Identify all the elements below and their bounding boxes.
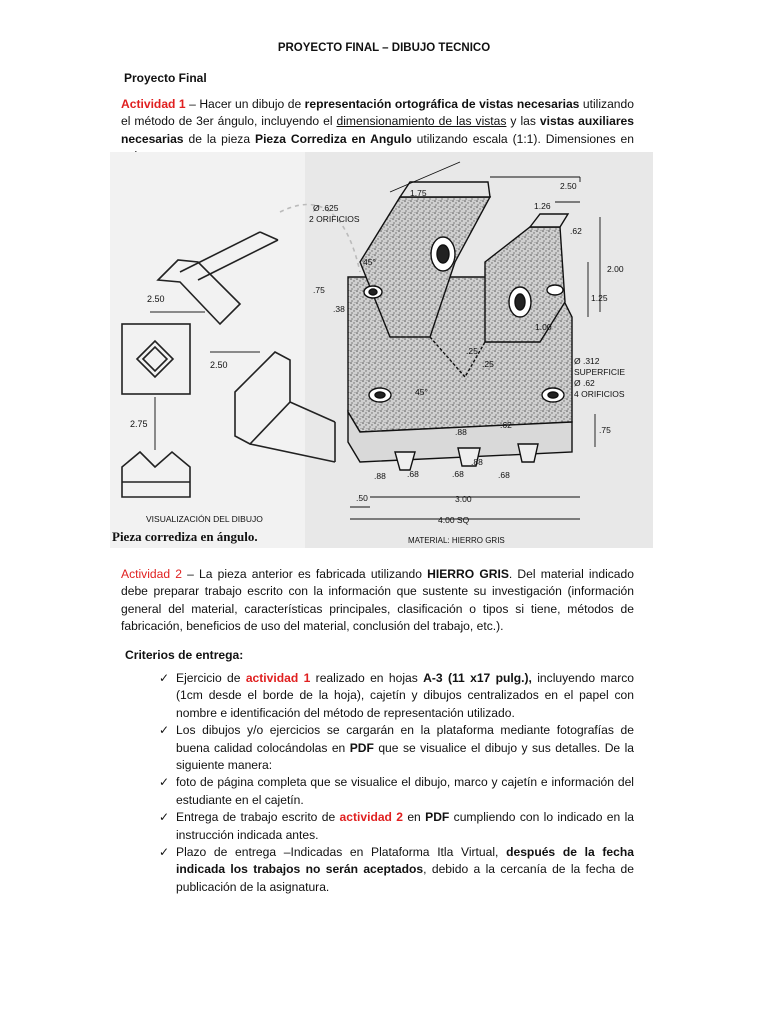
dim-bottom-68-c: .68 (498, 470, 510, 480)
technical-drawing-figure (110, 152, 653, 548)
list-item (159, 844, 634, 896)
dim-250: 2.50 (560, 181, 577, 191)
dim-left-250a: 2.50 (147, 294, 165, 304)
text-run-bold: PDF (425, 810, 450, 825)
dim-62-mid: .62 (500, 420, 512, 430)
text-run: Entrega de trabajo escrito de (176, 810, 340, 825)
dim-bottom-400: 4.00 SQ (438, 515, 470, 525)
dim-200: 2.00 (607, 264, 624, 274)
dim-25-b: .25 (482, 359, 494, 369)
dim-bottom-88-a: .88 (374, 471, 386, 481)
text-run: de la pieza (183, 131, 255, 146)
dim-bottom-68-a: .68 (407, 469, 419, 479)
dim-312: Ø .312 (574, 356, 600, 366)
dim-superficie: SUPERFICIE (574, 367, 626, 377)
dim-126: 1.26 (534, 201, 551, 211)
text-run: Plazo de entrega –Indicadas en Plataforma Itla Virtual, (176, 845, 507, 860)
text-run: cumpliendo con lo indicado en la instrucción indicada antes. (176, 810, 634, 842)
text-run: realizado en hojas (310, 671, 424, 685)
actividad-2-paragraph (121, 566, 634, 636)
text-run: Los dibujos y/o ejercicios se cargarán en la plataforma mediante fotografías de buena calidad colocándolas en (176, 723, 634, 755)
text-run-bold: Pieza Corrediza en Angulo (255, 131, 412, 146)
dim-bottom-50: .50 (356, 493, 368, 503)
text-run: que se visualice el dibujo y sus detalles. De la siguiente manera: (176, 740, 634, 773)
text-run: incluyendo marco (1cm desde el borde de la hoja), cajetín y dibujos centralizados en el papel con nombre e identificación del método de representación utilizado. (176, 671, 634, 720)
actividad-2-label: Actividad 2 (121, 567, 182, 581)
dim-25-a: .25 (466, 346, 478, 356)
dim-100: 1.00 (535, 322, 552, 332)
dim-left-275: 2.75 (130, 419, 148, 429)
dim-45-a: 45° (363, 257, 376, 267)
text-run: y las (506, 114, 540, 129)
list-item (159, 670, 634, 722)
text-run-bold: PDF (349, 740, 374, 755)
document-subtitle: Proyecto Final (124, 71, 207, 85)
checkmark-icon: ✓ (159, 845, 170, 860)
checkmark-icon: ✓ (159, 810, 170, 825)
dim-75-b: .75 (599, 425, 611, 435)
text-run: utilizando el método de 3er ángulo, incluyendo el (121, 97, 634, 129)
dim-bottom-68-b: .68 (452, 469, 464, 479)
dim-175: 1.75 (410, 188, 427, 198)
text-run: – La pieza anterior es fabricada utilizando (181, 567, 428, 581)
part-name-caption: Pieza corrediza en ángulo. (112, 529, 258, 544)
dim-2-orificios: 2 ORIFICIOS (309, 214, 360, 224)
text-run: Ejercicio de (176, 671, 246, 685)
dim-38: .38 (333, 304, 345, 314)
left-caption: VISUALIZACIÓN DEL DIBUJO (146, 514, 263, 524)
text-run: , debido a la cercanía de la fecha de publicación de la asignatura. (176, 862, 634, 894)
criterios-list (159, 670, 634, 896)
dim-left-250b: 2.50 (210, 360, 228, 370)
text-run-red: actividad 1 (245, 671, 311, 685)
dim-45-b: 45° (415, 387, 428, 397)
text-run-bold: después de la fecha indicada los trabajos no serán aceptados (176, 845, 634, 877)
dim-62-top: .62 (570, 226, 582, 236)
text-run: . Del material indicado debe preparar trabajo escrito con la información que sustente su investigación (información general del material, características principales, clasificación o tipos si tiene, métodos de fabricación, beneficios de uso del material, conclusión del trabajo, etc.). (121, 567, 634, 634)
dim-4-orificios: 4 ORIFICIOS (574, 389, 625, 399)
checkmark-icon: ✓ (159, 775, 170, 790)
document-title: PROYECTO FINAL – DIBUJO TECNICO (277, 42, 491, 54)
text-run-bold: A-3 (11 x17 pulg.), (423, 671, 532, 685)
dim-88: .88 (455, 427, 467, 437)
text-run: – Hacer un dibujo de (185, 97, 305, 111)
text-run: foto de página completa que se visualice el dibujo, marco y cajetín e información del estudiante en el cajetín. (176, 775, 634, 807)
text-run: utilizando escala (1:1). Dimensiones en (416, 131, 634, 146)
dim-bottom-300: 3.00 (455, 494, 472, 504)
checkmark-icon: ✓ (159, 671, 170, 685)
text-run-bold: HIERRO GRIS (427, 567, 509, 581)
dim-bottom-88-b: .88 (471, 457, 483, 467)
checkmark-icon: ✓ (159, 723, 170, 738)
dim-hole-625: Ø .625 (313, 203, 339, 213)
actividad-1-label: Actividad 1 (121, 97, 186, 111)
criterios-heading: Criterios de entrega: (125, 648, 244, 662)
dim-75-a: .75 (313, 285, 325, 295)
text-run-red: actividad 2 (339, 810, 403, 825)
text-run: en (403, 810, 426, 825)
list-item (159, 809, 634, 844)
text-run-bold: representación ortográfica de vistas necesarias (304, 97, 580, 111)
text-run-underline: dimensionamiento de las vistas (336, 114, 507, 129)
dim-62-hole: Ø .62 (574, 378, 595, 388)
list-item (159, 722, 634, 774)
list-item (159, 774, 634, 809)
text-run-bold: vistas auxiliares necesarias (121, 114, 634, 146)
dim-125: 1.25 (591, 293, 608, 303)
material-caption: MATERIAL: HIERRO GRIS (408, 536, 505, 545)
